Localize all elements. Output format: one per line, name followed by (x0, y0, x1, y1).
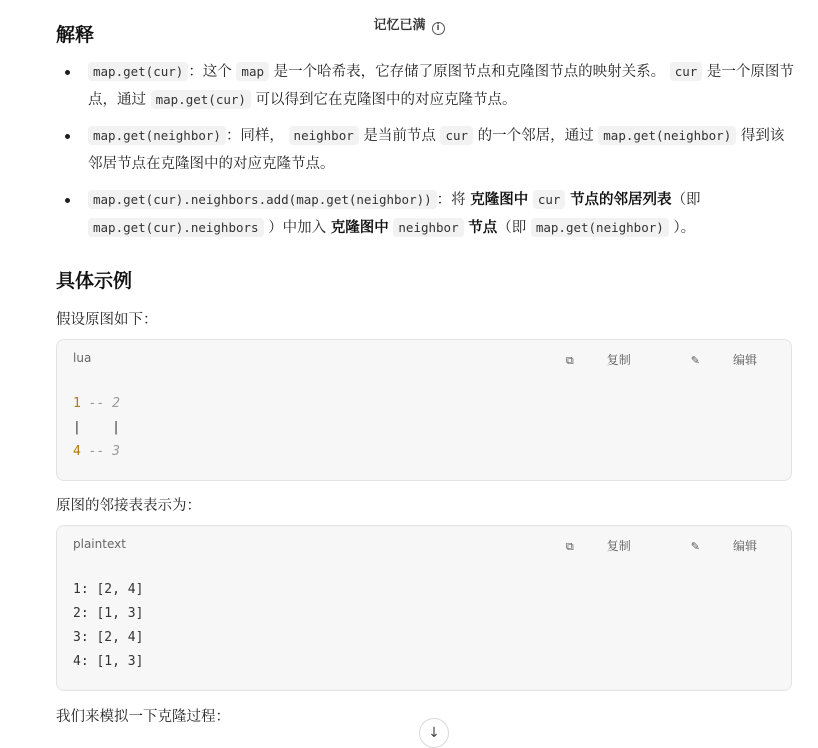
code-comment: -- 3 (80, 444, 120, 459)
info-icon[interactable]: i (432, 22, 445, 35)
code-line: 2: [1, 3] (73, 606, 144, 621)
edit-icon: ✎ (690, 540, 700, 553)
arrow-down-icon: ↓ (428, 725, 440, 741)
inline-code: neighbor (289, 126, 359, 145)
copy-icon: ⧉ (565, 354, 574, 367)
inline-code: map.get(neighbor) (598, 126, 736, 145)
inline-code: cur (440, 126, 473, 145)
code-comment: -- 2 (80, 396, 120, 411)
text: 的一个邻居，通过 (477, 128, 594, 144)
bold-text: 节点 (468, 220, 498, 236)
copy-label: 复制 (606, 539, 631, 553)
text: 是一个原图节点，通过 (88, 64, 794, 108)
inline-code: neighbor (393, 218, 463, 237)
bold-text: 克隆图中 (470, 192, 529, 208)
inline-code: cur (533, 190, 566, 209)
list-item (56, 186, 796, 242)
inline-code: map.get(neighbor) (88, 126, 226, 145)
copy-label: 复制 (606, 353, 631, 367)
text: （即 (671, 192, 701, 208)
paragraph: 假设原图如下： (56, 312, 158, 328)
list-item (56, 122, 796, 178)
memory-status-label: 记忆已满 (373, 18, 426, 33)
inline-code: map.get(cur) (88, 62, 188, 81)
code-block-lua (56, 339, 792, 481)
bold-text: 节点的邻居列表 (570, 192, 672, 208)
edit-icon: ✎ (690, 354, 700, 367)
inline-code: map (236, 62, 269, 81)
text: ）。 (673, 220, 696, 236)
paragraph: 我们来模拟一下克隆过程： (56, 709, 230, 725)
bold-text: 克隆图中 (330, 220, 389, 236)
code-actions (506, 537, 757, 554)
copy-button[interactable] (536, 539, 631, 553)
copy-icon: ⧉ (565, 540, 574, 553)
list-item (56, 58, 796, 114)
code-language-label: lua (73, 351, 92, 365)
code-line: | | (73, 420, 120, 435)
code-content (73, 578, 143, 674)
code-number: 1 (73, 396, 81, 411)
edit-button[interactable] (661, 353, 757, 367)
text: 可以得到它在克隆图中的对应克隆节点。 (255, 92, 517, 108)
text: ：同样， (225, 128, 284, 144)
edit-label: 编辑 (732, 539, 757, 553)
section-title-explanation: 解释 (56, 24, 95, 46)
code-line: 4: [1, 3] (73, 654, 144, 669)
text: 是一个哈希表，它存储了原图节点和克隆图节点的映射关系。 (273, 64, 666, 80)
section-title-example: 具体示例 (56, 270, 133, 292)
code-line: 3: [2, 4] (73, 630, 144, 645)
paragraph: 原图的邻接表表示为： (56, 498, 201, 514)
text: ：将 (436, 192, 466, 208)
text: 得到该邻居节点在克隆图中的对应克隆节点。 (88, 128, 785, 172)
code-block-plaintext (56, 525, 792, 691)
scroll-down-button[interactable] (419, 718, 449, 748)
code-content (73, 392, 120, 464)
inline-code: map.get(neighbor) (531, 218, 669, 237)
edit-button[interactable] (661, 539, 757, 553)
edit-label: 编辑 (732, 353, 757, 367)
code-language-label: plaintext (73, 537, 126, 551)
code-actions (506, 351, 757, 368)
code-number: 4 (73, 444, 81, 459)
text: ：这个 (188, 64, 232, 80)
text: （即 (497, 220, 527, 236)
inline-code: map.get(cur).neighbors (88, 218, 264, 237)
explanation-list (56, 58, 796, 250)
text: ）中加入 (268, 220, 327, 236)
inline-code: map.get(cur).neighbors.add(map.get(neighbor)) (88, 190, 437, 209)
code-line: 1: [2, 4] (73, 582, 144, 597)
copy-button[interactable] (536, 353, 631, 367)
inline-code: map.get(cur) (151, 90, 251, 109)
inline-code: cur (670, 62, 703, 81)
text: 是当前节点 (363, 128, 436, 144)
memory-status[interactable] (0, 14, 818, 35)
